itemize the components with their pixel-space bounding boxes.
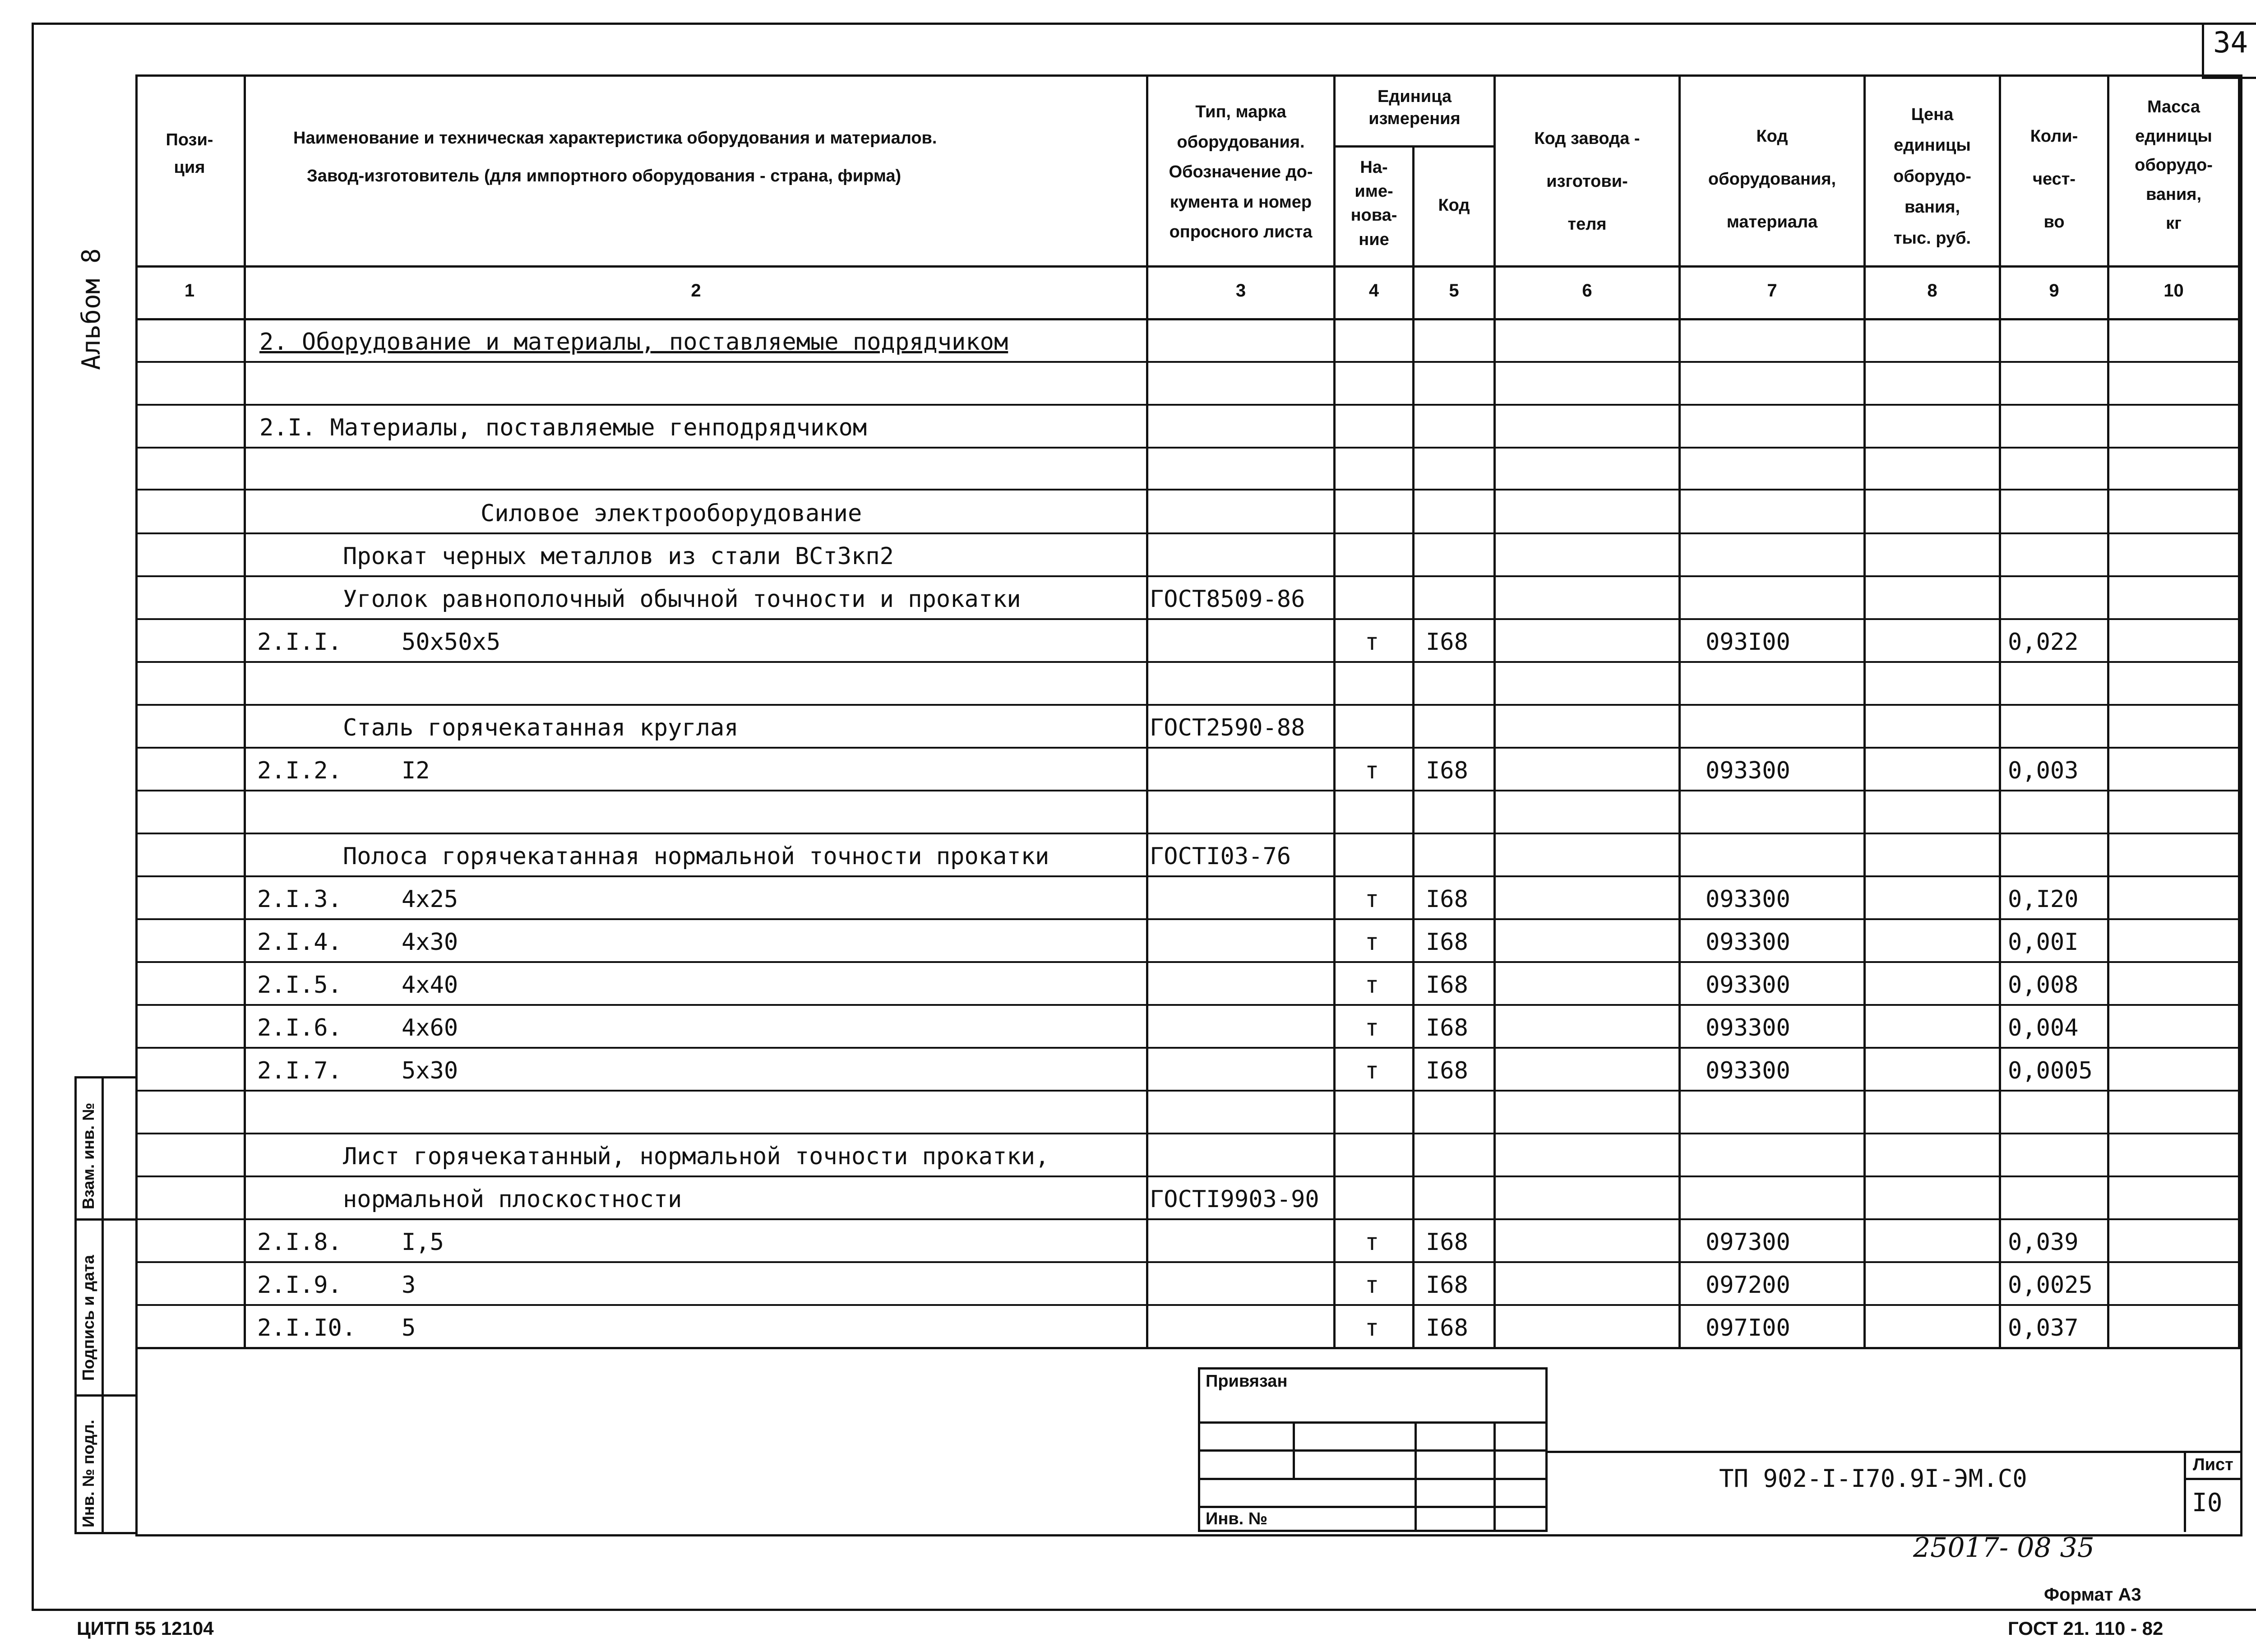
cell-document: ГОСТ8509-86 bbox=[1150, 586, 1305, 613]
cell-name: Полоса горячекатанная нормальной точности прокатки bbox=[343, 843, 1049, 870]
row-separator bbox=[135, 404, 2240, 406]
col-line-10 bbox=[2238, 74, 2240, 1347]
row-separator bbox=[135, 1133, 2240, 1134]
row-separator bbox=[135, 875, 2240, 877]
col-line-9 bbox=[2107, 74, 2109, 1347]
cell-quantity: 0,003 bbox=[2008, 757, 2079, 784]
data-bottom-line bbox=[135, 1347, 2240, 1349]
cell-unit: т bbox=[1365, 972, 1379, 999]
title-vline-1 bbox=[1293, 1421, 1295, 1478]
cell-quantity: 0,00I bbox=[2008, 929, 2079, 956]
list-box-left bbox=[2184, 1451, 2186, 1532]
cell-unit-code: I68 bbox=[1426, 1272, 1468, 1299]
cell-unit-code: I68 bbox=[1426, 929, 1468, 956]
cell-position: 2.I.3. bbox=[257, 886, 342, 913]
cell-unit: т bbox=[1365, 757, 1379, 784]
cell-material-code: 093300 bbox=[1706, 1057, 1790, 1084]
privyazan-label: Привязан bbox=[1206, 1372, 1288, 1391]
cell-name: Лист горячекатанный, нормальной точности прокатки, bbox=[343, 1143, 1049, 1170]
cell-material-code: 097I00 bbox=[1706, 1314, 1790, 1342]
colnum-10: 10 bbox=[2164, 281, 2184, 301]
colnum-2: 2 bbox=[691, 281, 701, 301]
cell-material-code: 093300 bbox=[1706, 972, 1790, 999]
colnum-1: 1 bbox=[184, 281, 195, 301]
row-separator bbox=[135, 918, 2240, 920]
cell-name: 3 bbox=[402, 1272, 416, 1299]
cell-document: ГОСТI9903-90 bbox=[1150, 1186, 1319, 1213]
footer-left: ЦИТП 55 12104 bbox=[77, 1618, 214, 1639]
row-separator bbox=[135, 1090, 2240, 1092]
col-line-2 bbox=[1146, 74, 1148, 1347]
header-col3: Тип, марка оборудования. Обозначение до- кумента и номер опросного листа bbox=[1169, 102, 1313, 241]
header-col2: Наименование и техническая характеристика оборудования и материалов. Завод-изготовитель (для импортного оборудования - страна, фирма) bbox=[293, 129, 937, 185]
colnum-6: 6 bbox=[1582, 281, 1592, 301]
row-separator bbox=[135, 1304, 2240, 1306]
cell-position: 2.I.5. bbox=[257, 972, 342, 999]
cell-position: 2.I.4. bbox=[257, 929, 342, 956]
cell-unit-code: I68 bbox=[1426, 629, 1468, 656]
cell-quantity: 0,I20 bbox=[2008, 886, 2079, 913]
cell-name: 4x25 bbox=[402, 886, 458, 913]
side-inv-podl: Инв. № подл. bbox=[79, 1420, 97, 1527]
row-separator bbox=[135, 532, 2240, 534]
colnum-8: 8 bbox=[1927, 281, 1937, 301]
row-separator bbox=[135, 489, 2240, 491]
side-stamp-line-1 bbox=[74, 1218, 138, 1221]
row-separator bbox=[135, 575, 2240, 577]
cell-material-code: 097200 bbox=[1706, 1272, 1790, 1299]
cell-name: нормальной плоскостности bbox=[343, 1186, 682, 1213]
col-line-5 bbox=[1493, 74, 1496, 1347]
col-line-6 bbox=[1678, 74, 1681, 1347]
cell-position: 2.I.7. bbox=[257, 1057, 342, 1084]
cell-quantity: 0,004 bbox=[2008, 1014, 2079, 1041]
corner-number: 34 bbox=[2213, 26, 2248, 60]
header-col8: Цена единицы оборудо- вания, тыс. руб. bbox=[1893, 105, 1971, 248]
row-separator bbox=[135, 361, 2240, 363]
row-separator bbox=[135, 1261, 2240, 1263]
side-sign-date: Подпись и дата bbox=[79, 1255, 97, 1381]
cell-name: Уголок равнополочный обычной точности и прокатки bbox=[343, 586, 1021, 613]
header-col9: Коли- чест- во bbox=[2030, 127, 2078, 231]
cell-document: ГОСТ2590-88 bbox=[1150, 714, 1305, 741]
cell-unit-code: I68 bbox=[1426, 757, 1468, 784]
format-label: Формат А3 bbox=[2044, 1585, 2141, 1605]
handwritten-number: 25017- 08 35 bbox=[1913, 1532, 2094, 1564]
inv-no-label: Инв. № bbox=[1206, 1509, 1268, 1528]
cell-unit-code: I68 bbox=[1426, 972, 1468, 999]
cell-position: 2.I.I0. bbox=[257, 1314, 356, 1342]
cell-unit: т bbox=[1365, 929, 1379, 956]
cell-position: 2.I.8. bbox=[257, 1229, 342, 1256]
cell-quantity: 0,0005 bbox=[2008, 1057, 2093, 1084]
cell-name: 2. Оборудование и материалы, поставляемые подрядчиком bbox=[259, 329, 1008, 356]
cell-unit: т bbox=[1365, 1314, 1379, 1342]
album-label: Альбом 8 bbox=[77, 248, 106, 370]
cell-quantity: 0,039 bbox=[2008, 1229, 2079, 1256]
cell-name: 50x50x5 bbox=[402, 629, 501, 656]
cell-unit: т bbox=[1365, 1272, 1379, 1299]
doc-code: ТП 902-I-I70.9I-ЭМ.С0 bbox=[1719, 1464, 2027, 1493]
colnum-7: 7 bbox=[1767, 281, 1777, 301]
col-line-1 bbox=[244, 74, 246, 1347]
row-separator bbox=[135, 1004, 2240, 1006]
cell-document: ГОСТI03-76 bbox=[1150, 843, 1291, 870]
title-vline-2 bbox=[1415, 1421, 1417, 1532]
col-line-7 bbox=[1863, 74, 1866, 1347]
header-col6: Код завода - изготови- теля bbox=[1534, 129, 1640, 234]
cell-unit-code: I68 bbox=[1426, 1314, 1468, 1342]
side-stamp-divider bbox=[102, 1076, 104, 1534]
list-value: I0 bbox=[2192, 1488, 2223, 1518]
cell-unit: т bbox=[1365, 1057, 1379, 1084]
header-col4: На- име- нова- ние bbox=[1350, 158, 1397, 249]
cell-name: I2 bbox=[402, 757, 430, 784]
cell-unit: т bbox=[1365, 1014, 1379, 1041]
cell-name: 4x40 bbox=[402, 972, 458, 999]
cell-quantity: 0,022 bbox=[2008, 629, 2079, 656]
header-col5: Код bbox=[1438, 196, 1470, 215]
cell-name: I,5 bbox=[402, 1229, 444, 1256]
cell-unit-code: I68 bbox=[1426, 886, 1468, 913]
cell-name: 2.I. Материалы, поставляемые генподрядчиком bbox=[259, 414, 867, 441]
cell-name: 4x60 bbox=[402, 1014, 458, 1041]
cell-material-code: 097300 bbox=[1706, 1229, 1790, 1256]
header-col10: Масса единицы оборудо- вания, кг bbox=[2135, 97, 2213, 233]
colnum-bottom-line bbox=[135, 318, 2240, 320]
row-separator bbox=[135, 833, 2240, 834]
title-vline-3 bbox=[1493, 1421, 1496, 1532]
cell-unit-code: I68 bbox=[1426, 1014, 1468, 1041]
row-separator bbox=[135, 1047, 2240, 1049]
header-bottom-line bbox=[135, 265, 2240, 268]
side-inv-vzam: Взам. инв. № bbox=[79, 1102, 97, 1209]
cell-unit-code: I68 bbox=[1426, 1057, 1468, 1084]
cell-position: 2.I.6. bbox=[257, 1014, 342, 1041]
row-separator bbox=[135, 747, 2240, 749]
row-separator bbox=[135, 661, 2240, 663]
cell-material-code: 093300 bbox=[1706, 886, 1790, 913]
cell-quantity: 0,037 bbox=[2008, 1314, 2079, 1342]
side-stamp-line-2 bbox=[74, 1394, 138, 1397]
cell-position: 2.I.2. bbox=[257, 757, 342, 784]
footer-right: ГОСТ 21. 110 - 82 bbox=[2008, 1618, 2164, 1639]
col-line-4 bbox=[1412, 145, 1415, 1347]
cell-unit: т bbox=[1365, 886, 1379, 913]
colnum-4: 4 bbox=[1368, 281, 1379, 301]
colnum-5: 5 bbox=[1449, 281, 1459, 301]
row-separator bbox=[135, 790, 2240, 791]
colnum-9: 9 bbox=[2049, 281, 2059, 301]
colnum-3: 3 bbox=[1235, 281, 1246, 301]
cell-name: 5 bbox=[402, 1314, 416, 1342]
col-line-8 bbox=[1999, 74, 2001, 1347]
cell-name: Силовое электрооборудование bbox=[481, 500, 862, 527]
cell-unit-code: I68 bbox=[1426, 1229, 1468, 1256]
cell-quantity: 0,0025 bbox=[2008, 1272, 2093, 1299]
cell-material-code: 093I00 bbox=[1706, 629, 1790, 656]
row-separator bbox=[135, 961, 2240, 963]
row-separator bbox=[135, 618, 2240, 620]
row-separator bbox=[135, 1218, 2240, 1220]
cell-material-code: 093300 bbox=[1706, 1014, 1790, 1041]
cell-unit: т bbox=[1365, 629, 1379, 656]
col-line-3 bbox=[1333, 74, 1336, 1347]
cell-name: 5x30 bbox=[402, 1057, 458, 1084]
header-col1: Пози- ция bbox=[166, 130, 213, 177]
row-separator bbox=[135, 1175, 2240, 1177]
cell-material-code: 093300 bbox=[1706, 929, 1790, 956]
title-doc-line bbox=[1548, 1451, 2240, 1453]
cell-quantity: 0,008 bbox=[2008, 972, 2079, 999]
cell-position: 2.I.9. bbox=[257, 1272, 342, 1299]
row-separator bbox=[135, 447, 2240, 449]
cell-material-code: 093300 bbox=[1706, 757, 1790, 784]
header-col7: Код оборудования, материала bbox=[1708, 127, 1836, 231]
row-separator bbox=[135, 704, 2240, 706]
cell-position: 2.I.I. bbox=[257, 629, 342, 656]
cell-name: 4x30 bbox=[402, 929, 458, 956]
cell-unit: т bbox=[1365, 1229, 1379, 1256]
list-label: Лист bbox=[2193, 1455, 2233, 1474]
header-col45: Единица измерения bbox=[1368, 87, 1461, 129]
cell-name: Прокат черных металлов из стали ВСт3кп2 bbox=[343, 543, 894, 570]
cell-name: Сталь горячекатанная круглая bbox=[343, 714, 739, 741]
list-box-line bbox=[2184, 1478, 2240, 1480]
